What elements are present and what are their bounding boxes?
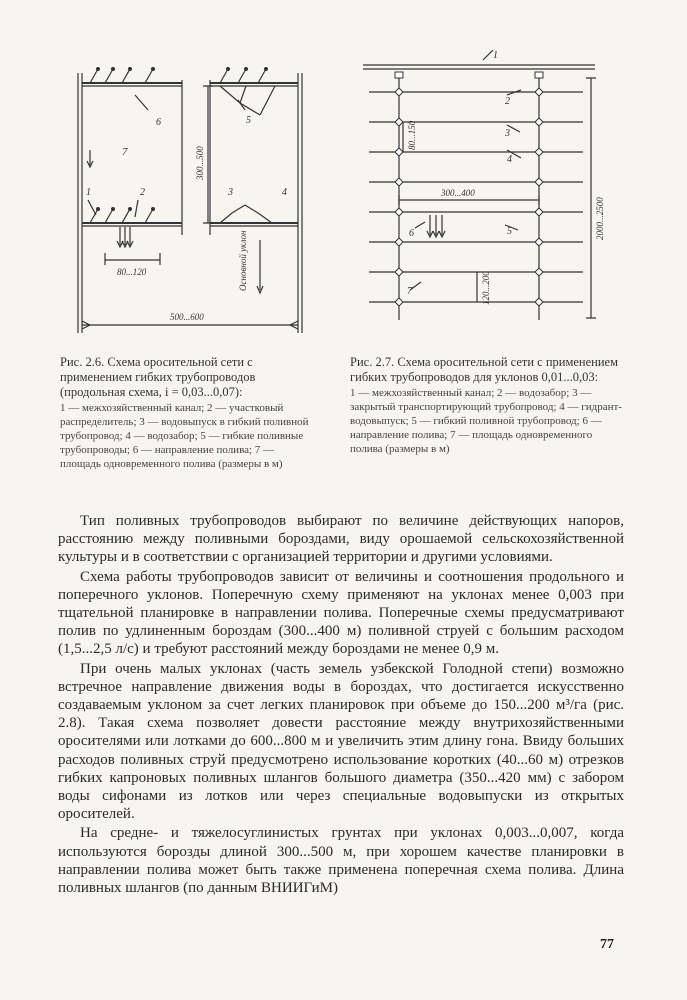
paragraph-4: На средне- и тяжелосуглинистых грунтах при уклонах 0,003...0,007, когда используются борозды длиной 300...500 м, при хорошем качестве планировки в направлении полива может быть также применена поперечная схема полива. Длина поливных шлангов (по данным ВНИИГиМ): [58, 825, 624, 897]
fig27-label-1: 1: [493, 50, 498, 61]
fig27-dim-80-150: 80...150: [407, 120, 417, 150]
fig26-label-2: 2: [140, 187, 145, 198]
paragraph-2: Схема работы трубопроводов зависит от величины и соотношения продольного и поперечного уклонов. Поперечную схему применяют на уклонах менее 0,003 при тщательной планировке в направлении полива. Поперечные схемы предусматривают полив по удлиненным бороздам (300...400 м) поливной струей с большим расходом (1,5...2,5 л/с) и требуют расстояний между бороздами не менее 0,9 м.: [58, 568, 624, 658]
fig27-label-2: 2: [505, 96, 510, 107]
fig26-caption-legend: 1 — межхозяйственный канал; 2 — участковый распределитель; 3 — водовыпуск в гибкий поливной трубопровод; 4 — водозабор; 5 — гибкие поливные трубопроводы; 6 — направление полива; 7 — площадь одновременного полива (размеры в м): [60, 402, 309, 470]
page-number: 77: [600, 937, 614, 952]
fig27-caption: [350, 355, 625, 456]
fig26-label-5: 5: [246, 115, 251, 126]
fig27-label-3: 3: [505, 128, 510, 139]
fig26-dim-80-120: 80...120: [117, 267, 147, 277]
fig26-caption-title: Рис. 2.6. Схема оросительной сети с применением гибких трубопроводов (продольная схема, i = 0,03...0,07):: [60, 355, 256, 399]
fig27-caption-legend: 1 — межхозяйственный канал; 2 — водозабор; 3 — закрытый транспортирующий трубопровод; 4 — гидрант-водовыпуск; 5 — гибкий поливной трубопровод; 6 — направление полива; 7 — площадь одновременного полива (размеры в м): [350, 387, 622, 455]
paragraph-1: Тип поливных трубопроводов выбирают по величине действующих напоров, расстоянию между поливными бороздами, виду орошаемой сельскохозяйственной культуры и в соответствии с организацией территории и другими условиями.: [58, 513, 624, 566]
figure-2-7: [355, 50, 620, 340]
fig26-label-3: 3: [228, 187, 233, 198]
paragraph-3: При очень малых уклонах (часть земель узбекской Голодной степи) возможно встречное направление движения воды в бороздах, что достигается искусственно создаваемым уклоном за счет легких планировок при объеме до 150...200 м³/га (рис. 2.8). Такая схема позволяет довести расстояние между внутрихозяйственными оросителями или лотками до 600...800 м и увеличить этим длину гона. Ввиду больших расходов поливных струй предусмотрено использование коротких (40...60 м) отрезков гибких капроновых поливных шлангов большого диаметра (350...420 мм) с забором воды сифонами из лотков или через специальные водовыпуски из открытых оросителей.: [58, 660, 624, 823]
fig27-caption-title: Рис. 2.7. Схема оросительной сети с применением гибких трубопроводов для уклонов 0,01...0,03:: [350, 355, 618, 384]
fig26-label-1: 1: [86, 187, 91, 198]
fig26-slope-label: Основной уклон: [238, 230, 248, 291]
fig26-caption: [60, 355, 315, 471]
fig26-dim-500-600: 500...600: [170, 312, 204, 322]
fig27-dim-2000-2500: 2000...2500: [595, 197, 605, 240]
fig27-dim-300-400: 300...400: [441, 188, 475, 198]
fig27-label-7: 7: [407, 286, 412, 297]
fig27-label-5: 5: [507, 226, 512, 237]
fig27-label-6: 6: [409, 228, 414, 239]
fig26-dim-300-500: 300...500: [195, 146, 205, 180]
fig27-label-4: 4: [507, 154, 512, 165]
fig27-dim-120-200: 120...200: [481, 271, 491, 305]
body-text: [58, 512, 624, 898]
figure-2-6: [60, 55, 315, 345]
fig26-label-7: 7: [122, 146, 128, 158]
fig26-label-4: 4: [282, 187, 287, 198]
fig26-label-6: 6: [156, 117, 161, 128]
